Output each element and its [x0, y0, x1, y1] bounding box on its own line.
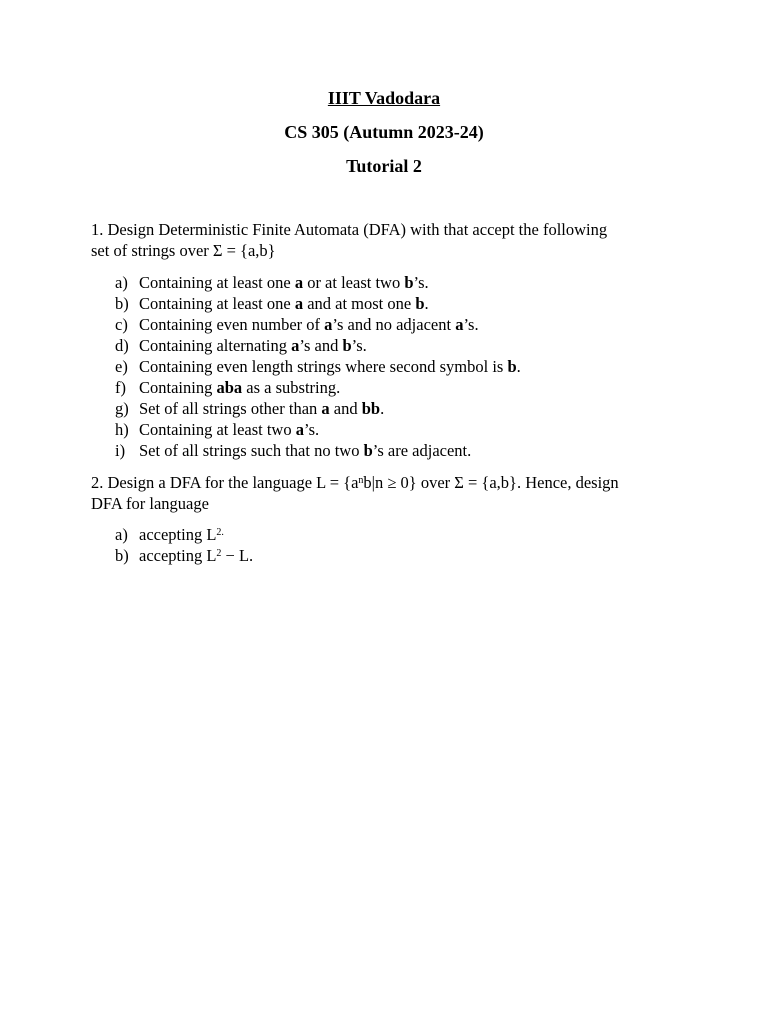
item-text: Containing at least one [139, 294, 295, 313]
item-marker: f) [115, 378, 126, 397]
item-text: or at least two [303, 273, 405, 292]
item-text: . [516, 357, 521, 376]
item-marker: d) [115, 336, 129, 355]
bold-term: a [294, 294, 304, 313]
question-1-line-1: 1. Design Deterministic Finite Automata (DFA) with that accept the following [91, 220, 608, 239]
item-text: accepting L [139, 525, 217, 544]
list-item [115, 419, 521, 440]
question-1-intro [91, 219, 691, 261]
list-item [115, 398, 521, 419]
item-exponent: 2 [216, 548, 222, 559]
question-1-line-2: set of strings over Σ = {a,b} [91, 241, 276, 260]
bold-term: a [295, 420, 304, 439]
question-2-line-2: DFA for language [91, 494, 209, 513]
question-2-text-b: b|n ≥ 0} over Σ = {a,b}. Hence, design [363, 473, 619, 492]
item-text: ’s are adjacent. [372, 441, 472, 460]
item-text: − L. [221, 546, 254, 565]
item-text: and [329, 399, 362, 418]
item-exponent: 2. [216, 527, 224, 538]
item-text: Containing alternating [139, 336, 292, 355]
item-text: Containing even number of [139, 315, 325, 334]
bold-term: aba [216, 378, 243, 397]
item-text: ’s. [351, 336, 367, 355]
list-item [115, 356, 521, 377]
item-text: and at most one [303, 294, 416, 313]
bold-term: bb [361, 399, 381, 418]
item-text: ’s and [299, 336, 343, 355]
item-text: Containing [139, 378, 217, 397]
bold-term: b [404, 273, 414, 292]
tutorial-title: Tutorial 2 [346, 156, 422, 176]
item-marker: a) [115, 525, 128, 544]
item-text: . [380, 399, 385, 418]
question-2-list [115, 524, 253, 566]
list-item [115, 545, 253, 566]
item-marker: g) [115, 399, 129, 418]
list-item [115, 524, 253, 545]
bold-term: b [342, 336, 352, 355]
bold-term: a [324, 315, 333, 334]
bold-term: a [291, 336, 300, 355]
item-text: Containing at least two [139, 420, 296, 439]
bold-term: b [415, 294, 425, 313]
list-item [115, 440, 521, 461]
item-marker: e) [115, 357, 128, 376]
item-text: Set of all strings such that no two [139, 441, 364, 460]
bold-term: a [455, 315, 464, 334]
question-2-intro [91, 472, 691, 514]
item-text: as a substring. [242, 378, 341, 397]
list-item [115, 377, 521, 398]
item-marker: a) [115, 273, 128, 292]
item-text: Containing even length strings where second symbol is [139, 357, 508, 376]
item-marker: b) [115, 294, 129, 313]
list-item [115, 272, 521, 293]
item-text: ’s. [303, 420, 320, 439]
bold-term: b [507, 357, 517, 376]
question-2-text-a: 2. Design a DFA for the language L = {a [91, 473, 359, 492]
item-marker: i) [115, 441, 126, 460]
item-marker: b) [115, 546, 129, 565]
item-text: . [424, 294, 429, 313]
item-marker: c) [115, 315, 128, 334]
item-text: ’s. [413, 273, 429, 292]
question-2-exponent: n [358, 475, 364, 486]
question-2-line-1 [91, 472, 691, 493]
list-item [115, 293, 521, 314]
bold-term: a [321, 399, 330, 418]
item-text: Containing at least one [139, 273, 295, 292]
item-text: ’s. [463, 315, 479, 334]
question-1-list [115, 272, 521, 461]
item-text: ’s and no adjacent [332, 315, 456, 334]
item-marker: h) [115, 420, 129, 439]
course-heading: CS 305 (Autumn 2023-24) [284, 122, 484, 142]
institute-heading: IIIT Vadodara [327, 88, 441, 108]
item-text: accepting L [139, 546, 217, 565]
item-text: Set of all strings other than [139, 399, 322, 418]
list-item [115, 335, 521, 356]
bold-term: a [294, 273, 304, 292]
bold-term: b [363, 441, 373, 460]
list-item [115, 314, 521, 335]
